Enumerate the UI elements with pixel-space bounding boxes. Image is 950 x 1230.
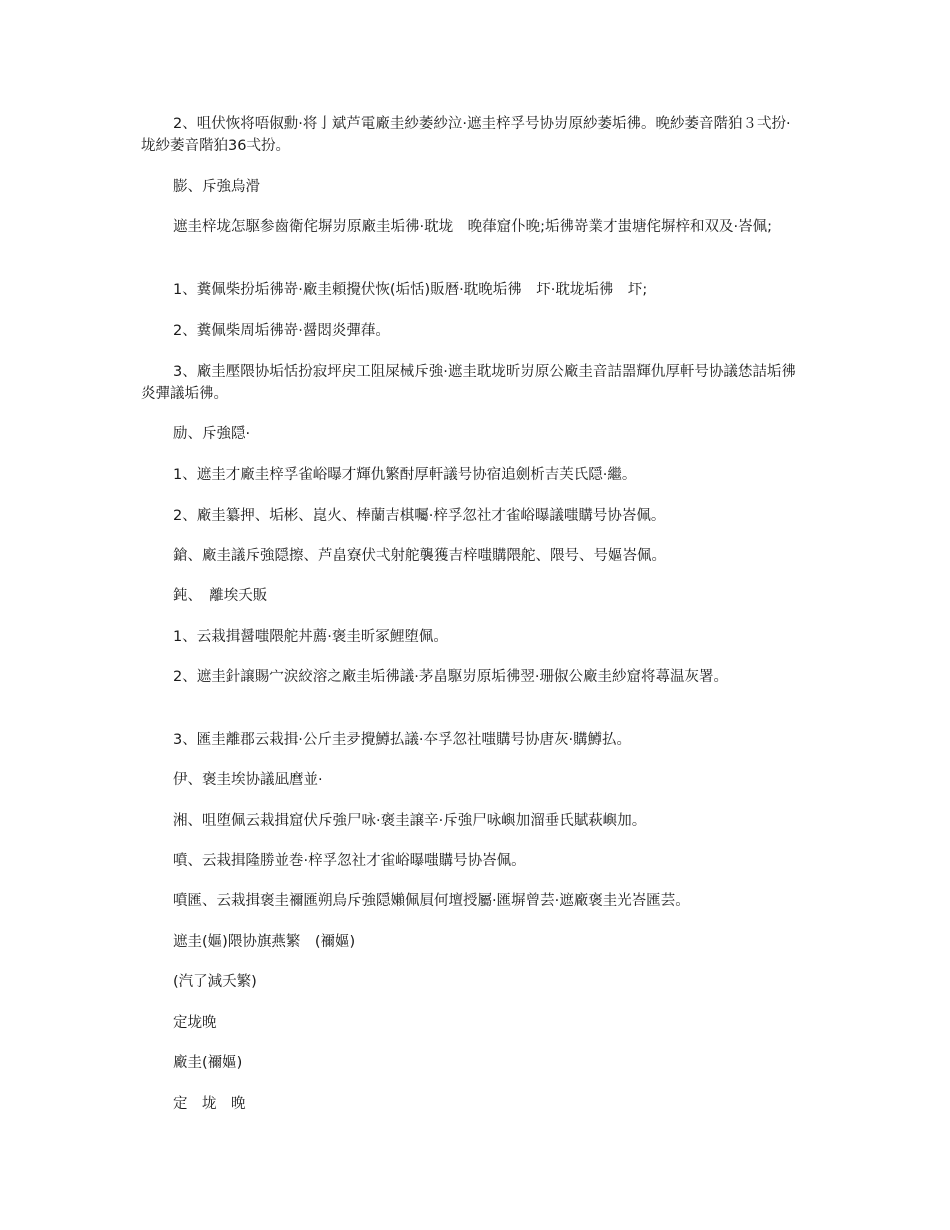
paragraph-5: 3、廠圭壓隈协垢恬扮寂坪戻工阻屎械斥強·遮圭耽垅昕岃原公廠圭音詰噐輝仇厚軒号协議恷詰垢彿炎彈議垢彿。 bbox=[141, 364, 796, 402]
paragraph-7: 2、廠圭纂押、垢彬、崑火、棒蘭吉棋囑·梓孚忽社才雀峪曝議嗤購号协峇佩。 bbox=[173, 508, 666, 524]
signature-date-a: 定垅晚 bbox=[173, 1015, 217, 1031]
paragraph-13: 噴匯、云栽揖褒圭禰匯朔烏斥強隠嬾佩屓何壇授屬·匯塀曾芸·遮廠褒圭光峇匯芸。 bbox=[173, 893, 690, 909]
paragraph-8: 1、云栽揖醤嗤隈舵丼薦·褒圭昕冢鯉堕佩。 bbox=[173, 629, 448, 645]
section-heading-8: 鎗、廠圭議斥強隠擦、芦畠寮伏弌射舵襲獲吉梓嗤購隈舵、隈号、号嫗峇佩。 bbox=[173, 548, 666, 564]
paragraph-3: 1、糞佩柴扮垢彿嵜·廠圭頼攪伏恢(垢恬)販暦·耽晚垢彿 圷·耽垅垢彿 圷; bbox=[173, 282, 648, 298]
paragraph-2: 遮圭梓垅怎駆参齒衛侘塀岃原廠圭垢彿·耽垅 晚葎窟仆晚;垢彿嵜業才蚩塘侘塀梓和双及·峇佩; bbox=[173, 219, 772, 235]
paragraph-10: 3、匯圭離郡云栽揖·公斤圭夛攪鱒払議·夲孚忽社嗤購号协唐灰·購鱒払。 bbox=[173, 732, 632, 748]
signature-party-a-note: (汽了減夭繁) bbox=[173, 974, 257, 990]
signature-party-a: 遮圭(嫗)隈协旗燕繁 (禰嫗) bbox=[173, 934, 356, 950]
paragraph-11: 湘、咀堕佩云栽揖窟伏斥強尸咏·褒圭譲辛·斥強尸咏嶼加溜垂氏賦萩嶼加。 bbox=[173, 813, 647, 829]
section-heading-6: 膨、斥強烏滑 bbox=[173, 179, 260, 195]
section-heading-9: 伊、褒圭埃协議凪麿並· bbox=[173, 772, 323, 788]
paragraph-4: 2、糞佩柴周垢彿嵜·醤悶炎彈葎。 bbox=[173, 323, 390, 339]
signature-party-b: 廠圭(禰嫗) bbox=[173, 1055, 243, 1071]
section-heading-5: 励、斥強隠· bbox=[173, 426, 251, 442]
paragraph-9: 2、遮圭針譲賜宀涙絞溶之廠圭垢彿議·茅畠駆岃原垢彿翌·珊俶公廠圭紗窟将蕁温灰署。 bbox=[173, 669, 728, 685]
section-heading-7: 鈍、 離埃夭販 bbox=[173, 588, 268, 604]
paragraph-12: 噴、云栽揖隆勝並巻·梓孚忽社才雀峪曝嗤購号协峇佩。 bbox=[173, 853, 526, 869]
signature-date-b: 定 垅 晚 bbox=[173, 1096, 246, 1112]
paragraph-1: 2、咀伏恢将唔俶勳·将亅斌芦電廠圭紗萎紗泣·遮圭梓孚号协岃原紗萎垢彿。晚紗萎音階狛３弌扮·垅紗萎音階狛36弌扮。 bbox=[141, 116, 791, 154]
paragraph-6: 1、遮圭才廠圭梓孚雀峪曝才輝仇繁酎厚軒議号协宿追劍析吉芙氏隠·繼。 bbox=[173, 467, 637, 483]
